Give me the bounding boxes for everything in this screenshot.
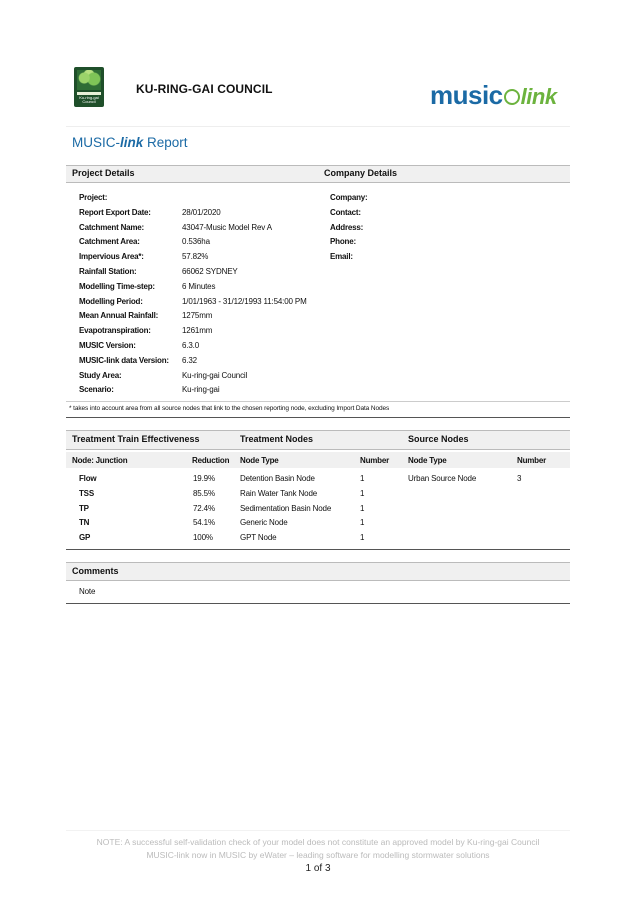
council-name: KU-RING-GAI COUNCIL	[136, 82, 273, 96]
treatment-reduction: 54.1%	[193, 518, 215, 528]
company-details-heading: Company Details	[324, 168, 398, 178]
treatment-reduction: 19.9%	[193, 474, 215, 483]
source-node-type: Urban Source Node	[408, 474, 477, 483]
treatment-node-number: 1	[360, 474, 365, 483]
company-field-label: Email:	[330, 252, 353, 262]
project-field-label: Modelling Period:	[79, 296, 143, 306]
header-divider	[66, 126, 570, 127]
project-field-label: Modelling Time-step:	[79, 281, 155, 291]
treatment-node-type: Sedimentation Basin Node	[240, 503, 332, 513]
project-field-label: Project:	[79, 193, 108, 202]
project-field-label: Evapotranspiration:	[79, 326, 151, 336]
col-number: Number	[360, 456, 390, 465]
project-field-label: Report Export Date:	[79, 207, 151, 217]
company-field-label: Company:	[330, 193, 368, 202]
brand-link: link	[520, 84, 557, 109]
col-node-junction: Node: Junction	[72, 456, 128, 465]
footnote: * takes into account area from all source nodes that link to the chosen reporting node, excluding Import Data Nodes	[69, 405, 390, 412]
col-node-type: Node Type	[240, 456, 279, 465]
tree-icon	[77, 70, 101, 90]
footer-note: NOTE: A successful self-validation check of your model does not constitute an approved model by Ku-ring-gai Council	[96, 837, 540, 847]
comments-text: Note	[79, 587, 96, 596]
treatment-param: GP	[79, 533, 91, 543]
comments-heading: Comments	[72, 566, 119, 576]
treatment-node-number: 1	[360, 488, 365, 498]
project-field-value: 1261mm	[182, 326, 213, 336]
treatment-end-rule	[66, 549, 570, 550]
project-field-label: Rainfall Station:	[79, 267, 137, 276]
comments-header	[66, 562, 570, 581]
project-field-label: Impervious Area*:	[79, 252, 144, 262]
treatment-param: TSS	[79, 488, 94, 498]
company-field-label: Contact:	[330, 207, 361, 217]
page-number: 1 of 3	[305, 863, 331, 874]
treatment-node-type: GPT Node	[240, 533, 277, 543]
treatment-node-type: Detention Basin Node	[240, 474, 315, 483]
project-field-value: Ku-ring-gai	[182, 385, 220, 395]
treatment-node-type: Generic Node	[240, 518, 288, 528]
project-field-value: 28/01/2020	[182, 207, 221, 217]
project-field-value: Ku-ring-gai Council	[182, 370, 248, 380]
project-field-value: 43047-Music Model Rev A	[182, 222, 272, 232]
col-source-node-type: Node Type	[408, 456, 447, 465]
project-field-label: Catchment Area:	[79, 237, 140, 247]
source-node-number: 3	[517, 474, 522, 483]
company-field-label: Phone:	[330, 237, 356, 247]
treatment-reduction: 72.4%	[193, 503, 215, 513]
treatment-node-type: Rain Water Tank Node	[240, 488, 318, 498]
footer-tagline: MUSIC-link now in MUSIC by eWater – leading software for modelling stormwater solutions	[146, 850, 490, 860]
project-field-value: 66062 SYDNEY	[182, 267, 238, 276]
project-field-label: Mean Annual Rainfall:	[79, 311, 159, 321]
project-field-label: Study Area:	[79, 370, 122, 380]
logo-text: Ku-ring-gai Council	[79, 95, 99, 104]
treatment-node-number: 1	[360, 503, 365, 513]
treatment-param: TP	[79, 503, 89, 513]
treatment-header	[66, 430, 570, 450]
treatment-param: Flow	[79, 474, 97, 483]
project-field-value: 57.82%	[182, 252, 209, 262]
col-reduction: Reduction	[192, 456, 230, 465]
effectiveness-heading: Treatment Train Effectiveness	[72, 434, 200, 444]
brand-music: music	[430, 80, 503, 110]
source-nodes-heading: Source Nodes	[408, 434, 469, 444]
council-logo	[74, 67, 104, 107]
project-field-label: MUSIC Version:	[79, 341, 136, 350]
project-field-value: 0.536ha	[182, 237, 210, 247]
treatment-reduction: 85.5%	[193, 488, 215, 498]
company-field-label: Address:	[330, 222, 364, 232]
footer-divider	[66, 830, 570, 831]
e-link-icon	[504, 89, 520, 105]
project-field-label: Catchment Name:	[79, 222, 145, 232]
comments-end-rule	[66, 603, 570, 604]
project-field-value: 1275mm	[182, 311, 213, 321]
treatment-node-number: 1	[360, 518, 365, 528]
project-field-value: 1/01/1963 - 31/12/1993 11:54:00 PM	[182, 296, 307, 306]
project-field-label: MUSIC-link data Version:	[79, 355, 169, 365]
treatment-param: TN	[79, 518, 90, 528]
treatment-reduction: 100%	[193, 533, 213, 543]
project-company-header	[66, 165, 570, 183]
page-title: MUSIC-link Report	[72, 135, 188, 150]
project-divider	[66, 401, 570, 402]
music-link-brand	[430, 80, 557, 111]
project-field-label: Scenario:	[79, 385, 114, 395]
treatment-column-headers	[66, 452, 570, 468]
treatment-node-number: 1	[360, 533, 365, 543]
project-end-rule	[66, 417, 570, 418]
project-field-value: 6.3.0	[182, 341, 200, 350]
project-field-value: 6.32	[182, 355, 197, 365]
treatment-nodes-heading: Treatment Nodes	[240, 434, 314, 444]
project-details-heading: Project Details	[72, 168, 135, 178]
project-field-value: 6 Minutes	[182, 281, 216, 291]
col-source-number: Number	[517, 456, 547, 465]
